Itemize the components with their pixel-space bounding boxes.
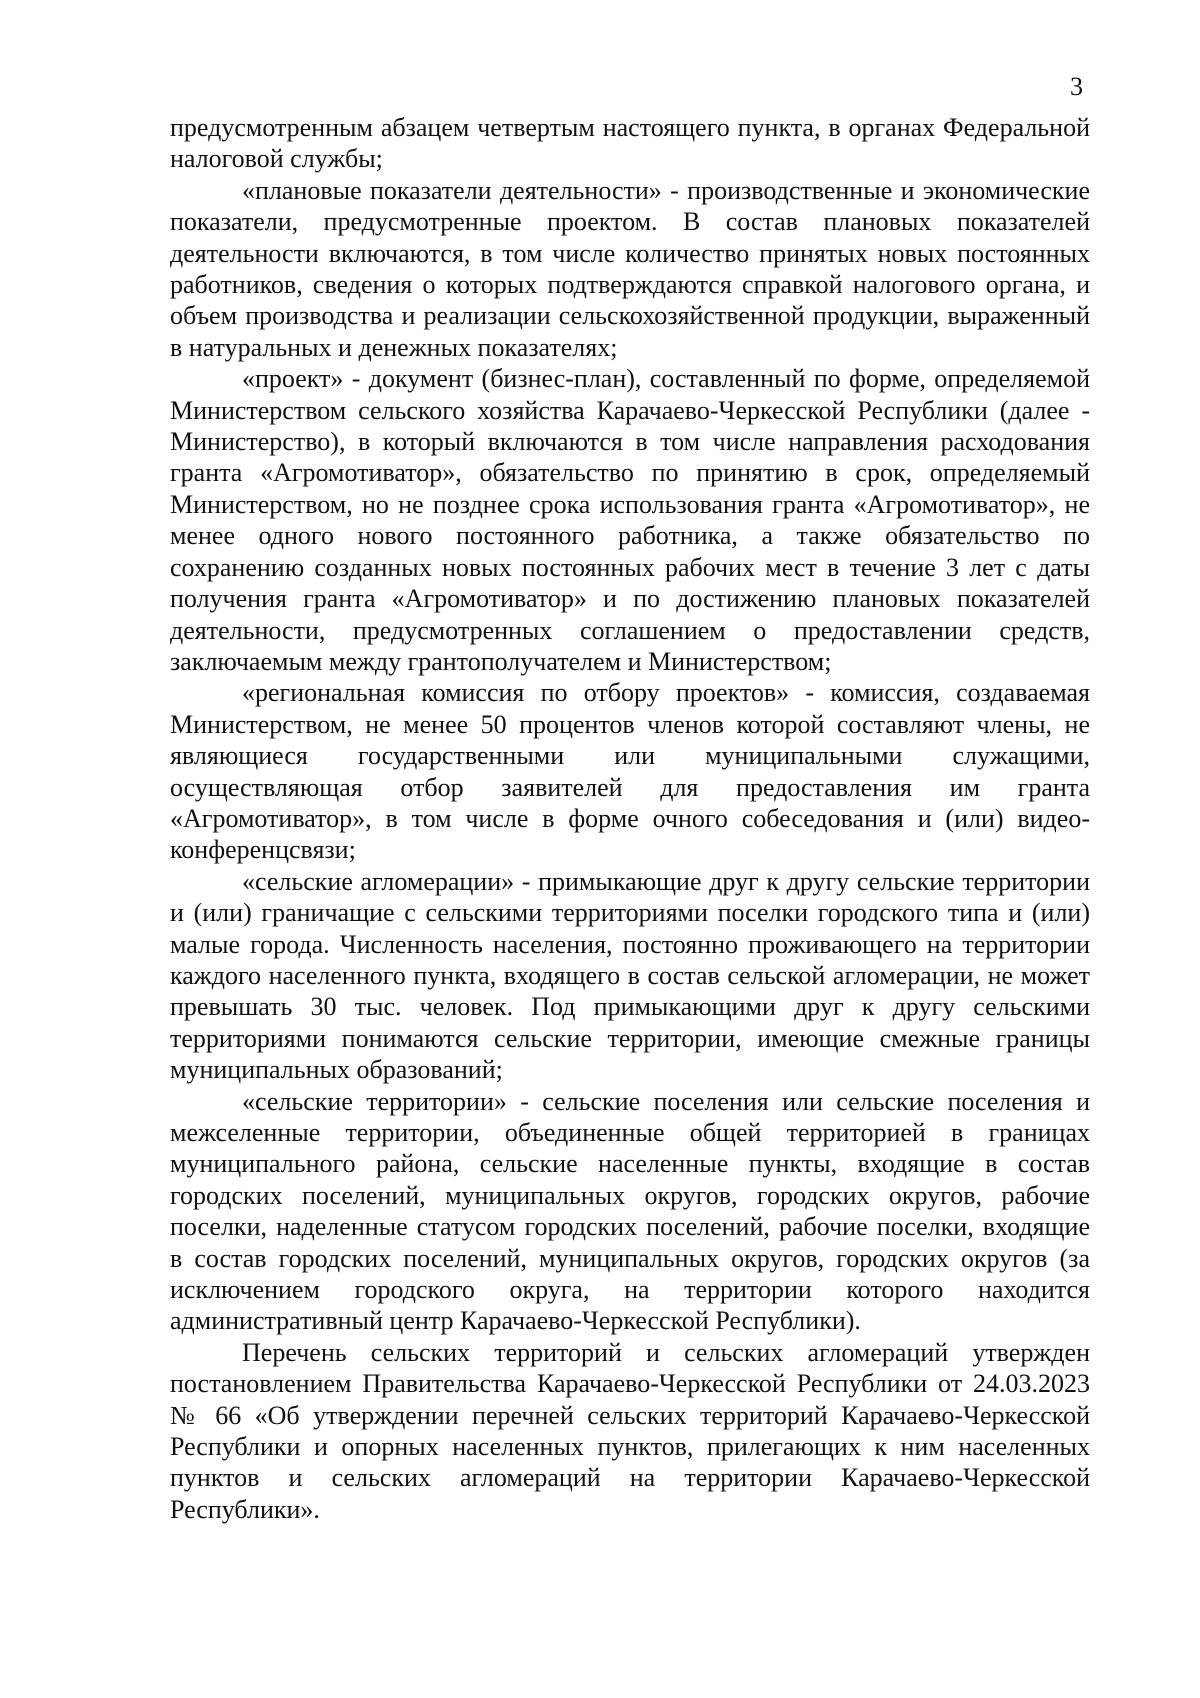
page-number: 3 — [1070, 72, 1083, 101]
paragraph-list-approved: Перечень сельских территорий и сельских агломераций утвержден постановлением Правительства Карачаево-Черкесской Республики от 24.03.2023 № 66 «Об утверждении перечней сельских территорий Карачаево-Черкесской Республики и опорных населенных пунктов, прилегающих к ним населенных пунктов и сельских агломераций на территории Карачаево-Черкесской Республики». — [170, 1337, 1090, 1524]
document-body — [170, 112, 1090, 1525]
paragraph-regional-commission: «региональная комиссия по отбору проектов» - комиссия, создаваемая Министерством, не менее 50 процентов членов которой составляют члены, не являющиеся государственными или муниципальными служащими, осуществляющая отбор заявителей для предоставления им гранта «Агромотиватор», в том числе в форме очного собеседования и (или) видео-конференцсвязи; — [170, 678, 1090, 865]
paragraph-project: «проект» - документ (бизнес-план), составленный по форме, определяемой Министерством сельского хозяйства Карачаево-Черкесской Республики (далее - Министерство), в который включаются в том числе направления расходования гранта «Агромотиватор», обязательство по принятию в срок, определяемый Министерством, но не позднее срока использования гранта «Агромотиватор», не менее одного нового постоянного работника, а также обязательство по сохранению созданных новых постоянных рабочих мест в течение 3 лет с даты получения гранта «Агромотиватор» и по достижению плановых показателей деятельности, предусмотренных соглашением о предоставлении средств, заключаемым между грантополучателем и Министерством; — [170, 364, 1090, 676]
paragraph-continuation: предусмотренным абзацем четвертым настоящего пункта, в органах Федеральной налоговой службы; — [170, 113, 1090, 174]
paragraph-rural-territories: «сельские территории» - сельские поселения или сельские поселения и межселенные территории, объединенные общей территорией в границах муниципального района, сельские населенные пункты, входящие в состав городских поселений, муниципальных округов, городских округов, рабочие поселки, наделенные статусом городских поселений, рабочие поселки, входящие в состав городских поселений, муниципальных округов, городских округов (за исключением городского округа, на территории которого находится административный центр Карачаево-Черкесской Республики). — [170, 1086, 1090, 1336]
paragraph-planned-indicators: «плановые показатели деятельности» - производственные и экономические показатели, предусмотренные проектом. В состав плановых показателей деятельности включаются, в том числе количество принятых новых постоянных работников, сведения о которых подтверждаются справкой налогового органа, и объем производства и реализации сельскохозяйственной продукции, выраженный в натуральных и денежных показателях; — [170, 175, 1090, 362]
paragraph-rural-agglomerations: «сельские агломерации» - примыкающие друг к другу сельские территории и (или) граничащие с сельскими территориями поселки городского типа и (или) малые города. Численность населения, постоянно проживающего на территории каждого населенного пункта, входящего в состав сельской агломерации, не может превышать 30 тыс. человек. Под примыкающими друг к другу сельскими территориями понимаются сельские территории, имеющие смежные границы муниципальных образований; — [170, 866, 1090, 1085]
